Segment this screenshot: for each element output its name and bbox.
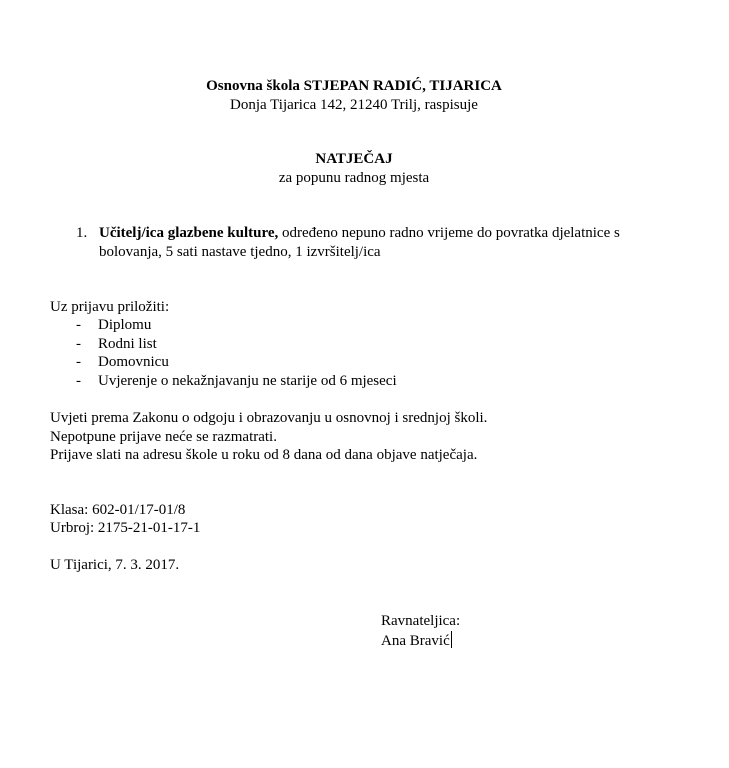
list-item: Domovnicu [98,354,169,370]
list-item: Uvjerenje o nekažnjavanju ne starije od 6 mjeseci [98,373,397,389]
list-bullet: - [76,317,81,333]
position-details: određeno nepuno radno vrijeme do povratka djelatnice s bolovanja, 5 sati nastave tjedno, 1 izvršitelj/ica [99,225,620,260]
condition-line: Uvjeti prema Zakonu o odgoju i obrazovanju u osnovnoj i srednjoj školi. [50,410,488,426]
document-title: NATJEČAJ [315,151,393,167]
signature-line[interactable] [381,631,452,651]
list-item: Diplomu [98,317,152,333]
list-item: Rodni list [98,336,157,352]
signature-name: Ana Bravić [381,633,450,649]
signature-role: Ravnateljica: [381,613,461,629]
attachments-heading: Uz prijavu priložiti: [50,299,170,315]
list-bullet: - [76,373,81,389]
place-date: U Tijarici, 7. 3. 2017. [50,557,180,573]
condition-line: Nepotpune prijave neće se razmatrati. [50,429,277,445]
text-cursor [451,631,452,648]
urbroj-reference: Urbroj: 2175-21-01-17-1 [50,520,201,536]
document-subtitle: za popunu radnog mjesta [278,170,430,186]
list-bullet: - [76,336,81,352]
condition-line: Prijave slati na adresu škole u roku od 8 dana od dana objave natječaja. [50,447,478,463]
position-number: 1. [76,225,88,241]
list-bullet: - [76,354,81,370]
klasa-reference: Klasa: 602-01/17-01/8 [50,502,186,518]
school-address: Donja Tijarica 142, 21240 Trilj, raspisuje [230,97,478,113]
position-description [99,224,679,262]
school-name: Osnovna škola STJEPAN RADIĆ, TIJARICA [206,78,502,94]
position-name: Učitelj/ica glazbene kulture, [99,225,279,241]
